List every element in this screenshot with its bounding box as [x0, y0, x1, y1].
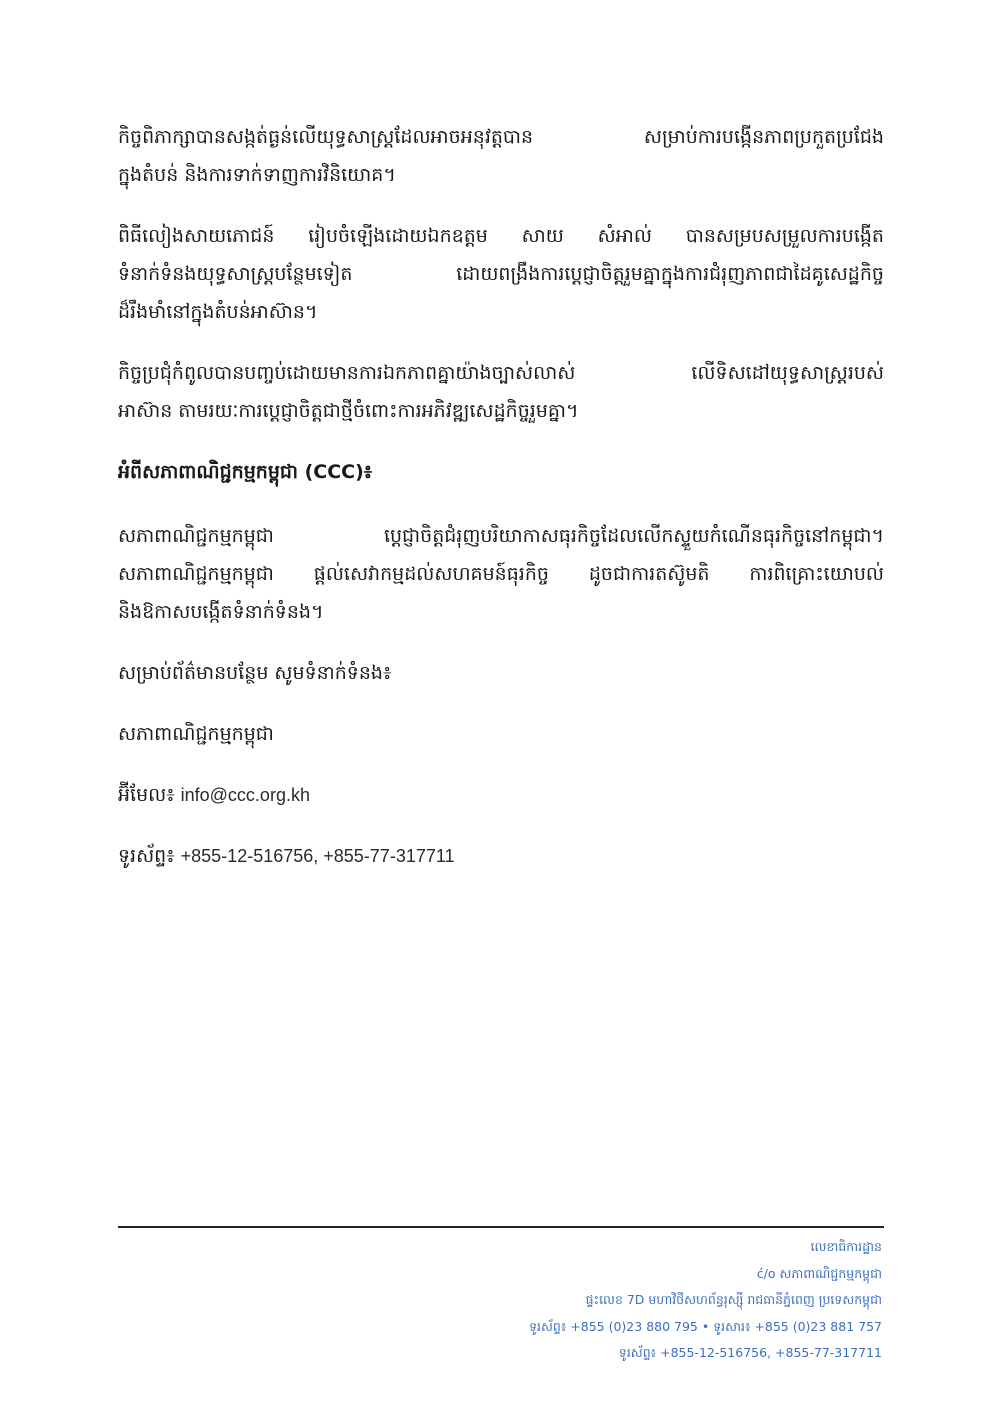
- paragraph-line: ដ៏រឹងមាំនៅក្នុងតំបន់អាស៊ាន។: [118, 301, 318, 323]
- paragraph-luncheon: [118, 217, 884, 331]
- email-line: [118, 776, 884, 814]
- paragraph-line: និងឱកាសបង្កើតទំនាក់ទំនង។: [118, 601, 324, 623]
- paragraph-discussion: [118, 118, 884, 194]
- org-name: សភាពាណិជ្ជកម្មកម្ពុជា: [118, 723, 274, 745]
- footer-address: [282, 1234, 882, 1367]
- footer-line-care-of: ć/o សភាពាណិជ្ជកម្មកម្ពុជា: [756, 1265, 882, 1281]
- footer-line-mobile: ទូរស័ព្ទ៖ +855-12-516756, +855-77-317711: [618, 1345, 882, 1360]
- paragraph-line: កិច្ចពិភាក្សាបានសង្កត់ធ្ងន់លើយុទ្ធសាស្ត្រដែលអាចអនុវត្តបាន សម្រាប់ការបង្កើនភាពប្រកួតប្រជែង: [118, 126, 884, 148]
- paragraph-line: អាស៊ាន តាមរយៈការប្តេជ្ញាចិត្តជាថ្មីចំពោះការអភិវឌ្ឍសេដ្ឋកិច្ចរួមគ្នា។: [118, 400, 579, 422]
- paragraph-line: ទំនាក់ទំនងយុទ្ធសាស្ត្របន្ថែមទៀត ដោយពង្រឹងការប្តេជ្ញាចិត្តរួមគ្នាក្នុងការជំរុញភាពជាដៃគូសេដ្ឋកិច្ច: [118, 263, 884, 285]
- paragraph-line: សភាពាណិជ្ជកម្មកម្ពុជា ផ្តល់សេវាកម្មដល់សហគមន៍ធុរកិច្ច ដូចជាការតស៊ូមតិ ការពិគ្រោះយោបល់: [118, 563, 884, 585]
- paragraph-about-ccc: [118, 517, 884, 631]
- paragraph-summit-conclusion: [118, 354, 884, 430]
- email-link[interactable]: info@ccc.org.kh: [180, 785, 310, 805]
- document-body: [118, 118, 884, 898]
- footer-line-tel-fax: ទូរស័ព្ទ៖ +855 (0)23 880 795 • ទូរសារ៖ +855 (0)23 881 757: [529, 1318, 882, 1334]
- paragraph-line: សភាពាណិជ្ជកម្មកម្ពុជា ប្តេជ្ញាចិត្តជំរុញបរិយាកាសធុរកិច្ចដែលលើកស្ទួយកំណើនធុរកិច្ចនៅកម្ពុជា។: [118, 525, 884, 547]
- about-heading: អំពីសភាពាណិជ្ជកម្មកម្ពុជា (CCC)៖: [118, 461, 373, 483]
- phone-line: [118, 837, 884, 875]
- footer-divider: [118, 1226, 884, 1228]
- phone-value: +855-12-516756, +855-77-317711: [180, 846, 455, 866]
- footer-line-address: ផ្ទះលេខ 7D មហាវិថីសហព័ន្ធរុស្ស៊ី រាជធានីភ្នំពេញ ប្រទេសកម្ពុជា: [585, 1292, 882, 1307]
- paragraph-line: ក្នុងតំបន់ និងការទាក់ទាញការវិនិយោគ។: [118, 164, 396, 186]
- footer-line-secretariat: លេខាធិការដ្ឋាន: [810, 1239, 882, 1254]
- paragraph-line: ពិធីលៀងសាយភោជន៍ រៀបចំឡើងដោយឯកឧត្តម សាយ សំអាល់ បានសម្របសម្រួលការបង្កើត: [118, 225, 884, 247]
- paragraph-line: កិច្ចប្រជុំកំពូលបានបញ្ចប់ដោយមានការឯកភាពគ្នាយ៉ាងច្បាស់លាស់ លើទិសដៅយុទ្ធសាស្ត្ររបស់: [118, 362, 884, 384]
- phone-label: ទូរស័ព្ទ៖: [118, 845, 175, 867]
- email-label: អ៊ីមែល៖: [118, 784, 175, 806]
- more-info-text: សម្រាប់ព័ត៌មានបន្ថែម សូមទំនាក់ទំនង៖: [118, 662, 392, 684]
